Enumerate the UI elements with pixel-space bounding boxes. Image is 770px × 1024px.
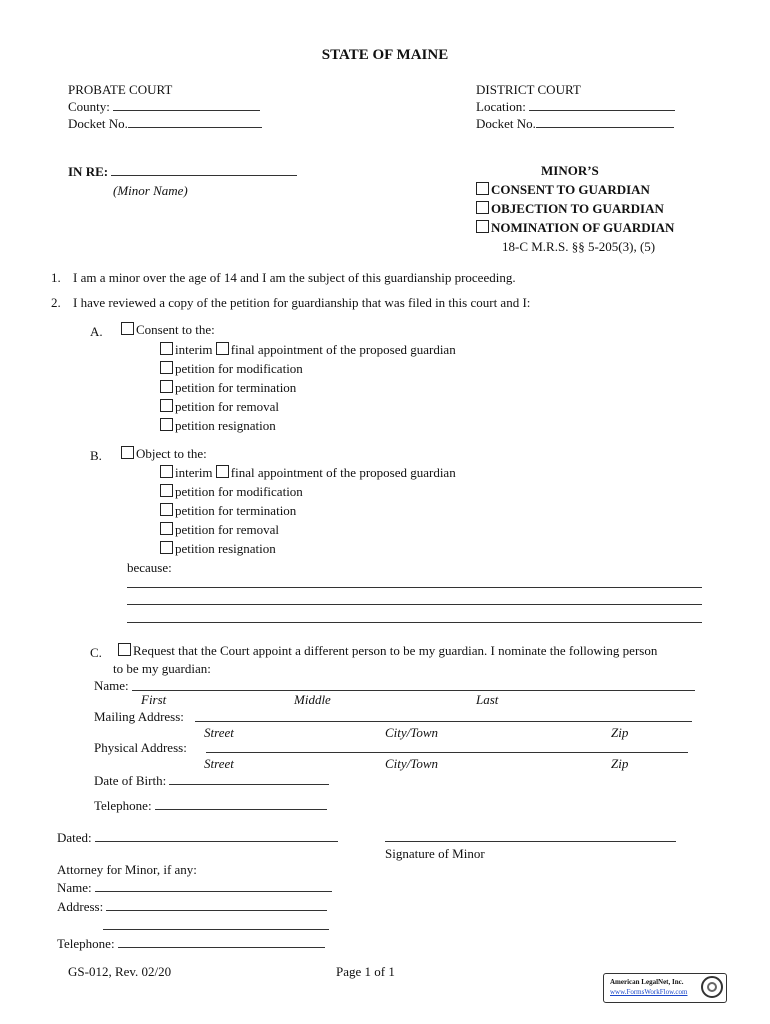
attorney-phone-field[interactable] [118, 935, 325, 948]
section-b-label: Object to the: [136, 446, 207, 461]
section-a-appointment-row [160, 342, 456, 358]
section-b-option[interactable] [160, 541, 276, 557]
in-re-label: IN RE: [68, 164, 109, 179]
section-a-label: Consent to the: [136, 322, 215, 337]
physical-address-field[interactable] [206, 752, 688, 753]
name-first-caption: First [141, 692, 167, 707]
checkbox-icon[interactable] [476, 201, 489, 214]
attorney-name-label: Name: [57, 880, 92, 895]
dated-label: Dated: [57, 830, 92, 845]
publisher-logo [603, 973, 727, 1003]
option-label: petition for modification [175, 361, 303, 376]
probate-court-label: PROBATE COURT [68, 82, 173, 97]
county-label: County: [68, 99, 110, 114]
signature-line[interactable] [385, 841, 676, 842]
section-b-object[interactable] [121, 446, 207, 462]
checkbox-icon[interactable] [160, 380, 173, 393]
attorney-address-line-2[interactable] [103, 929, 329, 930]
page-number: Page 1 of 1 [336, 964, 395, 979]
mailing-street-caption: Street [204, 725, 234, 740]
objection-title-label: OBJECTION TO GUARDIAN [491, 201, 664, 216]
checkbox-icon[interactable] [160, 399, 173, 412]
district-court-label: DISTRICT COURT [476, 82, 581, 97]
option-label: petition for removal [175, 522, 279, 537]
attorney-phone-row [57, 935, 325, 952]
district-docket-field[interactable] [536, 115, 674, 128]
option-label: petition for termination [175, 380, 297, 395]
nominee-name-label: Name: [94, 678, 129, 693]
section-b-interim: interim [175, 465, 213, 480]
option-label: petition for removal [175, 399, 279, 414]
because-line-1[interactable] [127, 587, 702, 588]
section-a-option[interactable] [160, 380, 296, 396]
location-label: Location: [476, 99, 526, 114]
attorney-address-label: Address: [57, 899, 104, 914]
checkbox-icon[interactable] [216, 465, 229, 478]
mailing-zip-caption: Zip [611, 725, 629, 740]
statute-citation: 18-C M.R.S. §§ 5-205(3), (5) [502, 239, 656, 254]
checkbox-icon[interactable] [121, 322, 134, 335]
dob-field[interactable] [169, 772, 329, 785]
option-label: petition resignation [175, 418, 276, 433]
checkbox-icon[interactable] [160, 418, 173, 431]
section-a-final: final appointment of the proposed guardian [230, 342, 456, 357]
checkbox-icon[interactable] [121, 446, 134, 459]
because-line-3[interactable] [127, 622, 702, 623]
consent-title-label: CONSENT TO GUARDIAN [491, 182, 650, 197]
checkbox-icon[interactable] [118, 643, 131, 656]
probate-docket-label: Docket No. [68, 116, 128, 131]
dob-label: Date of Birth: [94, 773, 167, 788]
consent-title-option[interactable] [476, 182, 650, 198]
attorney-name-row [57, 879, 332, 896]
section-c-text: Request that the Court appoint a different person to be my guardian. I nominate the following person [133, 643, 658, 658]
section-a-interim: interim [175, 342, 213, 357]
option-label: petition for termination [175, 503, 297, 518]
checkbox-icon[interactable] [160, 361, 173, 374]
logo-company: American LegalNet, Inc. [610, 978, 684, 986]
option-label: petition for modification [175, 484, 303, 499]
physical-street-caption: Street [204, 756, 234, 771]
name-last-caption: Last [476, 692, 499, 707]
checkbox-icon[interactable] [216, 342, 229, 355]
checkbox-icon[interactable] [476, 220, 489, 233]
attorney-phone-label: Telephone: [57, 936, 115, 951]
mailing-address-label: Mailing Address: [94, 709, 184, 724]
section-a-consent[interactable] [121, 322, 215, 338]
dated-row [57, 829, 338, 846]
county-field[interactable] [113, 98, 260, 111]
section-a-letter: A. [90, 324, 103, 339]
nomination-title-option[interactable] [476, 220, 674, 236]
nominee-phone-row [94, 797, 327, 814]
section-b-appointment-row [160, 465, 456, 481]
attorney-address-row [57, 898, 327, 915]
item-1-text: I am a minor over the age of 14 and I am the subject of this guardianship proceeding. [73, 270, 516, 285]
nomination-title-label: NOMINATION OF GUARDIAN [491, 220, 675, 235]
in-re-row [68, 163, 297, 180]
section-c-request[interactable] [118, 643, 657, 659]
section-a-option[interactable] [160, 418, 276, 434]
section-b-option[interactable] [160, 522, 279, 538]
page-title: STATE OF MAINE [321, 47, 449, 63]
attorney-heading: Attorney for Minor, if any: [57, 862, 197, 877]
section-c-letter: C. [90, 645, 102, 660]
nominee-name-field[interactable] [132, 690, 695, 691]
district-docket-label: Docket No. [476, 116, 536, 131]
attorney-address-field[interactable] [106, 898, 327, 911]
district-location-row [476, 98, 675, 115]
checkbox-icon[interactable] [160, 465, 173, 478]
attorney-name-field[interactable] [95, 879, 332, 892]
seal-icon [701, 976, 723, 998]
probate-docket-row [68, 115, 262, 132]
section-b-option[interactable] [160, 484, 303, 500]
nominee-phone-label: Telephone: [94, 798, 152, 813]
section-c-text-cont: to be my guardian: [113, 661, 211, 676]
dob-row [94, 772, 329, 789]
physical-city-caption: City/Town [385, 756, 438, 771]
form-id: GS-012, Rev. 02/20 [68, 964, 172, 979]
nominee-phone-field[interactable] [155, 797, 327, 810]
checkbox-icon[interactable] [476, 182, 489, 195]
minors-heading: MINOR’S [541, 163, 599, 178]
checkbox-icon[interactable] [160, 484, 173, 497]
checkbox-icon[interactable] [160, 541, 173, 554]
section-a-option[interactable] [160, 399, 279, 415]
because-label: because: [127, 560, 172, 575]
item-2-text: I have reviewed a copy of the petition for guardianship that was filed in this court and I: [73, 295, 531, 310]
location-field[interactable] [529, 98, 675, 111]
section-b-option[interactable] [160, 503, 296, 519]
probate-docket-field[interactable] [128, 115, 262, 128]
mailing-address-field[interactable] [195, 721, 692, 722]
dated-field[interactable] [95, 829, 338, 842]
option-label: petition resignation [175, 541, 276, 556]
item-1-number: 1. [51, 270, 61, 285]
checkbox-icon[interactable] [160, 522, 173, 535]
name-middle-caption: Middle [294, 692, 331, 707]
signature-caption: Signature of Minor [385, 846, 485, 861]
checkbox-icon[interactable] [160, 503, 173, 516]
physical-zip-caption: Zip [611, 756, 629, 771]
section-b-final: final appointment of the proposed guardian [230, 465, 456, 480]
logo-link[interactable]: www.FormsWorkFlow.com [610, 988, 688, 996]
minor-name-field[interactable] [111, 163, 297, 176]
section-b-letter: B. [90, 448, 102, 463]
mailing-city-caption: City/Town [385, 725, 438, 740]
item-2-number: 2. [51, 295, 61, 310]
objection-title-option[interactable] [476, 201, 664, 217]
probate-county-row [68, 98, 260, 115]
checkbox-icon[interactable] [160, 342, 173, 355]
section-a-option[interactable] [160, 361, 303, 377]
physical-address-label: Physical Address: [94, 740, 187, 755]
minor-name-caption: (Minor Name) [113, 183, 188, 198]
because-line-2[interactable] [127, 604, 702, 605]
district-docket-row [476, 115, 674, 132]
